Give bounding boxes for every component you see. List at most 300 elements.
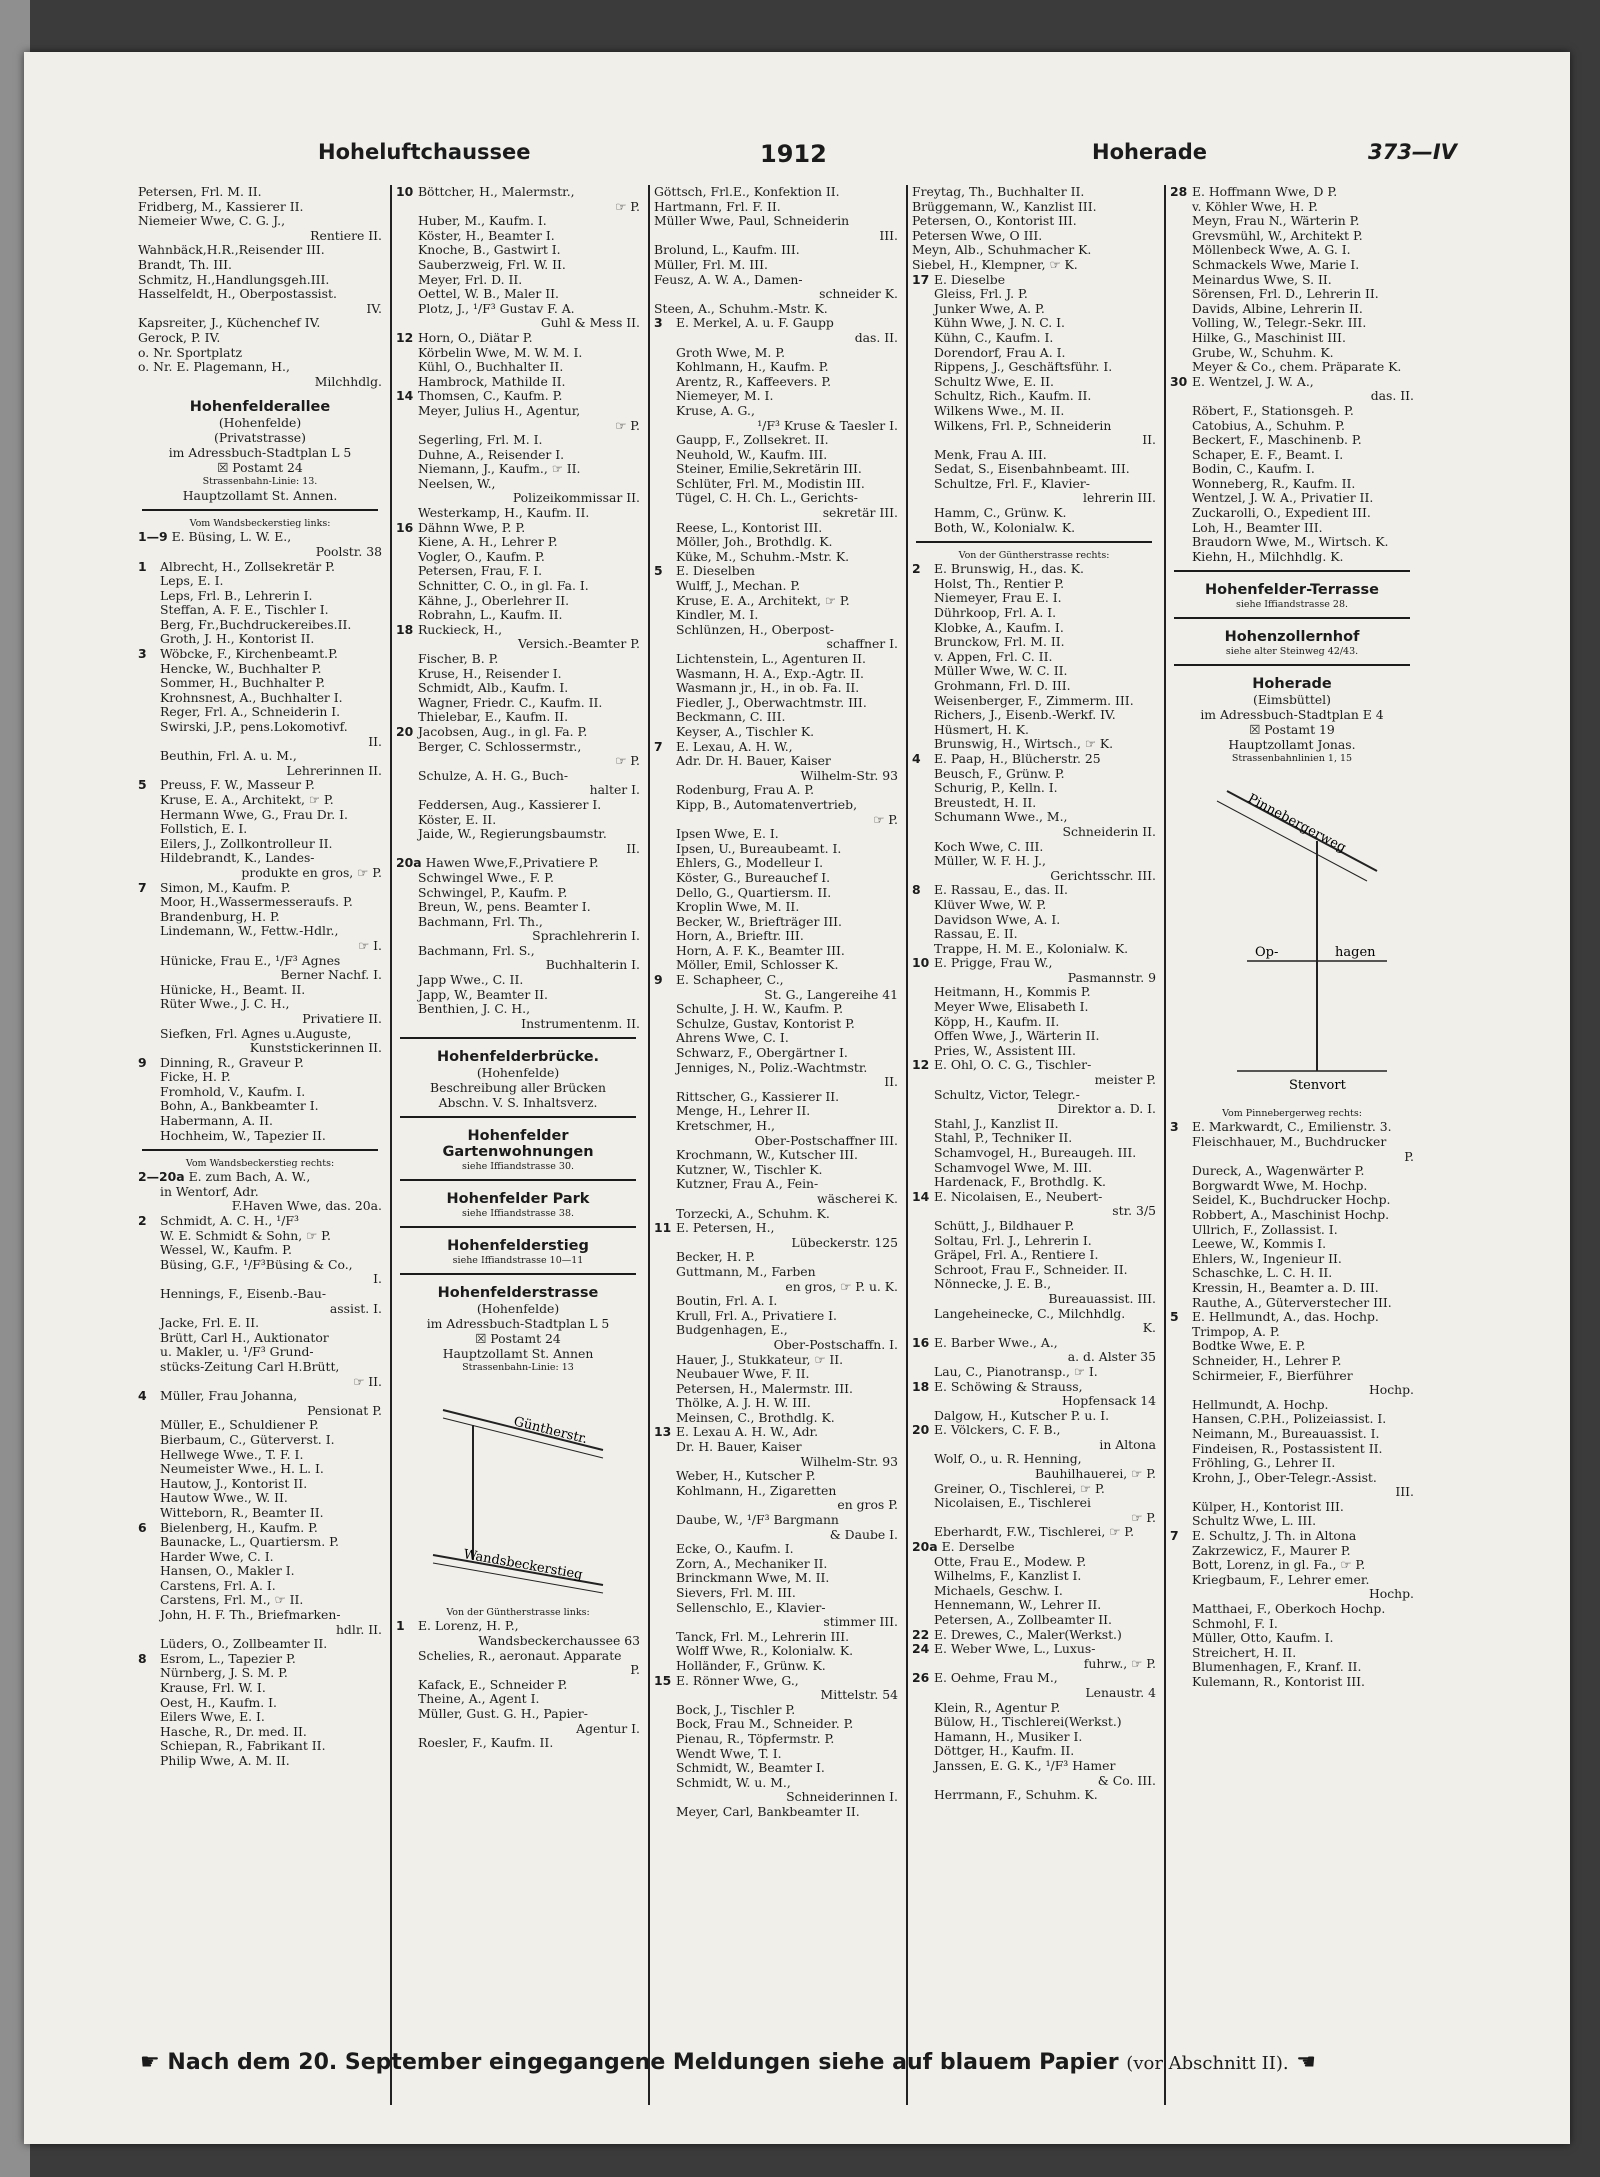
entry-text: Petersen, H., Malermstr. III.	[676, 1381, 853, 1396]
entry-text: E. Hoffmann Wwe, D P.	[1191, 185, 1338, 199]
directory-entry	[1170, 389, 1414, 404]
entry-text: Robbert, A., Maschinist Hochp.	[1192, 1208, 1390, 1222]
entry-text: Sievers, Frl. M. III.	[676, 1586, 796, 1600]
entry-text: Lindemann, W., Fettw.-Hdlr.,	[160, 924, 339, 939]
directory-entry	[138, 200, 382, 215]
entry-text: Hautow, J., Kontorist II.	[160, 1476, 308, 1491]
directory-entry	[396, 258, 640, 273]
entry-text: Pries, W., Assistent III.	[934, 1043, 1076, 1058]
entry-text: Hambrock, Mathilde II.	[418, 374, 566, 389]
entry-text: Holländer, F., Grünw. K.	[676, 1658, 826, 1673]
entry-text: Dührkoop, Frl. A. I.	[934, 606, 1057, 621]
directory-entry	[654, 550, 898, 565]
entry-text: Wilhelm-Str. 93	[800, 1454, 898, 1469]
directory-entry	[1170, 1223, 1414, 1238]
entry-text: Hermann Wwe, G., Frau Dr. I.	[160, 807, 348, 822]
directory-entry	[654, 229, 898, 244]
entry-text: Fischer, B. P.	[418, 652, 499, 666]
directory-entry	[654, 900, 898, 915]
entry-text: Kroplin Wwe, M. II.	[676, 900, 800, 915]
directory-entry	[396, 681, 640, 696]
entry-text: Trappe, H. M. E., Kolonialw. K.	[934, 941, 1129, 956]
directory-entry	[396, 944, 640, 959]
directory-entry	[138, 1681, 382, 1696]
entry-text: E. Brunswig, H., das. K.	[933, 562, 1084, 577]
directory-entry	[912, 1131, 1156, 1146]
directory-entry	[654, 287, 898, 302]
entry-text: Fiedler, J., Oberwachtmstr. III.	[676, 695, 867, 710]
street-info-line: im Adressbuch-Stadtplan E 4	[1200, 707, 1384, 723]
entry-text: E. Dieselbe	[933, 272, 1006, 287]
directory-entry	[654, 1761, 898, 1776]
directory-entry	[912, 752, 1156, 767]
directory-entry	[654, 1542, 898, 1557]
directory-entry	[1170, 229, 1414, 244]
directory-entry	[396, 273, 640, 288]
directory-entry	[654, 346, 898, 361]
entry-text: Feddersen, Aug., Kassierer I.	[418, 797, 602, 812]
entry-text: Ober-Postschaffner III.	[754, 1133, 898, 1148]
entry-text: K.	[1142, 1321, 1156, 1336]
directory-entry	[912, 869, 1156, 884]
entry-text: Müller, Gust. G. H., Papier-	[418, 1707, 588, 1721]
entry-text: Soltau, Frl. J., Lehrerin I.	[934, 1233, 1092, 1248]
directory-entry	[138, 1375, 382, 1390]
directory-entry	[138, 603, 382, 618]
directory-entry	[396, 915, 640, 930]
directory-entry	[138, 764, 382, 779]
directory-entry	[138, 676, 382, 691]
entry-text: Stahl, P., Techniker II.	[934, 1131, 1073, 1146]
entry-text: Schumann Wwe., M.,	[934, 810, 1068, 825]
entry-text: Leewe, W., Kommis I.	[1192, 1237, 1327, 1252]
directory-entry	[138, 618, 382, 633]
entry-text: Breustedt, H. II.	[934, 795, 1037, 810]
entry-text: Both, W., Kolonialw. K.	[934, 520, 1076, 535]
directory-entry	[396, 1017, 640, 1032]
entry-text: Bott, Lorenz, in gl. Fa., ☞ P.	[1192, 1558, 1366, 1573]
house-number: 9	[138, 1055, 147, 1070]
house-number: 30	[1170, 374, 1188, 389]
directory-entry	[396, 958, 640, 973]
entry-text: Steiner, Emilie,Sekretärin III.	[676, 462, 862, 477]
entry-text: Külper, H., Kontorist III.	[1192, 1499, 1344, 1514]
entry-text: Kruse, E. A., Architekt, ☞ P.	[676, 593, 850, 608]
directory-entry	[654, 915, 898, 930]
directory-entry	[654, 1163, 898, 1178]
directory-entry	[912, 1452, 1156, 1467]
directory-entry	[654, 389, 898, 404]
entry-text: Habermann, A. II.	[160, 1114, 273, 1129]
directory-entry	[912, 331, 1156, 346]
entry-text: Pensionat P.	[307, 1403, 382, 1418]
entry-text: Röbert, F., Stationsgeh. P.	[1192, 403, 1354, 418]
directory-entry	[396, 637, 640, 652]
entry-text: E. Weber Wwe, L., Luxus-	[933, 1642, 1096, 1657]
directory-entry	[396, 754, 640, 769]
entry-text: E. Merkel, A. u. F. Gaupp	[675, 316, 834, 331]
directory-entry	[912, 883, 1156, 898]
entry-text: Schultz Wwe, L. III.	[1192, 1514, 1317, 1529]
house-number: 1	[138, 559, 147, 574]
entry-text: Herrmann, F., Schuhm. K.	[934, 1788, 1098, 1803]
entry-text: Wilkens, Frl. P., Schneiderin	[934, 418, 1112, 433]
entry-text: Japp Wwe., C. II.	[418, 973, 524, 988]
entry-text: Hochheim, W., Tapezier II.	[160, 1128, 326, 1143]
entry-text: Hilke, G., Maschinist III.	[1192, 330, 1346, 345]
directory-entry	[912, 1015, 1156, 1030]
entry-text: Simon, M., Kaufm. P.	[159, 880, 291, 895]
directory-entry	[1170, 506, 1414, 521]
house-number: 10	[396, 185, 414, 199]
entry-text: Schlünzen, H., Oberpost-	[676, 622, 834, 637]
directory-entry	[1170, 1339, 1414, 1354]
entry-text: Meinsen, C., Brothdlg. K.	[676, 1410, 835, 1425]
entry-text: ☞ P.	[873, 812, 898, 827]
directory-entry	[138, 1579, 382, 1594]
entry-text: Milchhdlg.	[314, 374, 382, 389]
house-number: 18	[912, 1379, 930, 1394]
column-5	[1170, 185, 1414, 2105]
entry-text: Kapsreiter, J., Küchenchef IV.	[138, 316, 321, 331]
entry-text: a. d. Alster 35	[1067, 1350, 1156, 1365]
entry-text: in Wentorf, Adr.	[160, 1184, 259, 1199]
entry-text: Schultz, Rich., Kaufm. II.	[934, 389, 1092, 404]
directory-entry	[396, 973, 640, 988]
house-number: 5	[654, 564, 663, 579]
house-number: 16	[396, 520, 414, 535]
house-number: 9	[654, 973, 663, 988]
entry-text: Lichtenstein, L., Agenturen II.	[676, 652, 866, 666]
entry-text: Krohn, J., Ober-Telegr.-Assist.	[1192, 1470, 1377, 1485]
house-number: 1—9	[138, 530, 168, 545]
directory-entry	[912, 1292, 1156, 1307]
directory-entry	[654, 1061, 898, 1076]
entry-text: Kutzner, Frau A., Fein-	[676, 1177, 819, 1192]
directory-entry	[654, 462, 898, 477]
directory-entry	[1170, 287, 1414, 302]
directory-entry	[654, 1207, 898, 1222]
directory-entry	[138, 1593, 382, 1608]
entry-text: Privatiere II.	[302, 1011, 382, 1026]
entry-text: Janssen, E. G. K., ¹/F³ Hamer	[934, 1758, 1116, 1773]
entry-text: Versich.-Beamter P.	[518, 637, 640, 652]
entry-text: E. Völckers, C. F. B.,	[933, 1423, 1061, 1438]
entry-text: Ipsen, U., Bureaubeamt. I.	[676, 841, 842, 856]
entry-text: Schultz Wwe, E. II.	[934, 374, 1054, 389]
column-rule	[1164, 185, 1166, 2105]
entry-text: Theine, A., Agent I.	[418, 1692, 540, 1707]
directory-entry	[138, 1448, 382, 1463]
entry-text: Thielebar, E., Kaufm. II.	[418, 710, 569, 725]
footer-main: Nach dem 20. September eingegangene Meldungen siehe auf blauem Papier	[167, 2050, 1119, 2075]
entry-text: schaffner I.	[826, 637, 898, 652]
entry-text: & Co. III.	[1097, 1773, 1156, 1788]
entry-text: Petersen Wwe, O III.	[912, 228, 1043, 243]
entry-text: Wasmann jr., H., in ob. Fa. II.	[676, 681, 860, 696]
entry-text: Poolstr. 38	[315, 544, 382, 559]
house-number: 12	[912, 1058, 930, 1073]
entry-text: Gräpel, Frl. A., Rentiere I.	[934, 1248, 1099, 1263]
entry-text: Pasmannstr. 9	[1067, 970, 1156, 985]
entry-text: Gerichtsschr. III.	[1050, 868, 1156, 883]
directory-entry	[912, 708, 1156, 723]
street-heading: Hohenfelder Gartenwohnungen	[442, 1128, 594, 1161]
directory-entry	[654, 1411, 898, 1426]
entry-text: Carstens, Frl. M., ☞ II.	[160, 1593, 304, 1608]
section-rule	[1174, 570, 1410, 572]
entry-text: Petersen, O., Kontorist III.	[912, 214, 1077, 229]
entry-text: Kunststickerinnen II.	[249, 1041, 382, 1056]
directory-entry	[912, 825, 1156, 840]
entry-text: I.	[373, 1272, 382, 1287]
directory-entry	[138, 1433, 382, 1448]
directory-entry	[1170, 1631, 1414, 1646]
directory-entry	[912, 1701, 1156, 1716]
entry-text: Petersen, Frl. M. II.	[138, 185, 262, 199]
directory-entry	[1170, 1485, 1414, 1500]
directory-entry	[912, 1759, 1156, 1774]
directory-entry	[912, 506, 1156, 521]
entry-text: Benthien, J. C. H.,	[418, 1002, 531, 1017]
directory-entry	[912, 577, 1156, 592]
small-note: siehe Iffiandstrasse 10—11	[452, 1255, 584, 1267]
directory-entry	[654, 1075, 898, 1090]
entry-text: lehrerin III.	[1083, 491, 1156, 506]
entry-text: Meyer, Carl, Bankbeamter II.	[676, 1804, 860, 1819]
directory-entry	[396, 506, 640, 521]
directory-entry	[138, 360, 382, 375]
directory-entry	[138, 1521, 382, 1536]
directory-entry	[654, 594, 898, 609]
directory-entry	[912, 302, 1156, 317]
entry-text: ☞ P.	[615, 754, 640, 769]
entry-text: ☞ I.	[358, 938, 382, 953]
directory-entry	[912, 1277, 1156, 1292]
entry-text: Steffan, A. F. E., Tischler I.	[160, 603, 329, 618]
directory-entry	[396, 1736, 640, 1751]
entry-text: Jacobsen, Aug., in gl. Fa. P.	[417, 724, 588, 739]
directory-entry	[396, 813, 640, 828]
entry-text: ☞ II.	[353, 1374, 382, 1389]
directory-entry	[396, 564, 640, 579]
house-number: 26	[912, 1671, 930, 1686]
section-rule	[142, 509, 378, 511]
directory-entry	[396, 710, 640, 725]
directory-entry	[396, 769, 640, 784]
directory-entry	[912, 1175, 1156, 1190]
directory-entry	[912, 796, 1156, 811]
directory-entry	[912, 1657, 1156, 1672]
street-heading: Hohenfelder Park	[446, 1191, 590, 1208]
directory-entry	[912, 767, 1156, 782]
directory-entry	[654, 1265, 898, 1280]
entry-text: II.	[368, 734, 382, 749]
entry-text: Hildebrandt, K., Landes-	[160, 851, 315, 866]
directory-entry	[912, 927, 1156, 942]
directory-entry	[138, 1608, 382, 1623]
entry-text: Neelsen, W.,	[418, 476, 496, 491]
directory-entry	[138, 1462, 382, 1477]
entry-text: II.	[1142, 433, 1156, 448]
entry-text: Nürnberg, J. S. M. P.	[160, 1666, 288, 1681]
entry-text: stücks-Zeitung Carl H.Brütt,	[160, 1359, 340, 1374]
entry-text: Moor, H.,Wassermesseraufs. P.	[160, 895, 353, 910]
entry-text: Huber, M., Kaufm. I.	[418, 214, 547, 229]
directory-entry	[138, 545, 382, 560]
directory-entry	[912, 1146, 1156, 1161]
entry-text: Lehrerinnen II.	[286, 763, 382, 778]
directory-entry	[912, 694, 1156, 709]
entry-text: Schneider, H., Lehrer P.	[1192, 1353, 1342, 1368]
entry-text: Guhl & Mess II.	[540, 316, 640, 331]
entry-text: Schulte, J. H. W., Kaufm. P.	[676, 1002, 844, 1017]
directory-entry	[912, 1161, 1156, 1176]
entry-text: Sedat, S., Eisenbahnbeamt. III.	[934, 462, 1130, 477]
pointing-hand-icon: ☚	[1296, 2050, 1316, 2075]
directory-entry	[396, 1678, 640, 1693]
directory-entry	[138, 837, 382, 852]
directory-entry	[912, 1219, 1156, 1234]
directory-entry	[654, 433, 898, 448]
directory-entry	[396, 1692, 640, 1707]
entry-text: Döttger, H., Kaufm. II.	[934, 1744, 1075, 1759]
directory-entry	[138, 1027, 382, 1042]
entry-text: Meyer, Frl. D. II.	[418, 272, 523, 287]
directory-entry	[912, 781, 1156, 796]
entry-text: Kühl, O., Buchhalter II.	[418, 360, 564, 375]
directory-entry	[1170, 1281, 1414, 1296]
entry-text: Müller, E., Schuldiener P.	[160, 1418, 319, 1433]
entry-text: E. Drewes, C., Maler(Werkst.)	[933, 1627, 1122, 1642]
entry-text: Müller Wwe, Paul, Schneiderin	[654, 214, 850, 229]
entry-text: Kafack, E., Schneider P.	[418, 1677, 568, 1692]
street-heading: Hohenzollernhof	[1224, 629, 1360, 646]
directory-entry	[912, 1088, 1156, 1103]
house-number: 24	[912, 1642, 930, 1657]
directory-entry	[654, 681, 898, 696]
directory-entry	[396, 535, 640, 550]
directory-entry	[654, 1674, 898, 1689]
entry-text: Roesler, F., Kaufm. II.	[418, 1736, 554, 1751]
house-number: 11	[654, 1221, 672, 1236]
directory-entry	[654, 214, 898, 229]
entry-text: Sprachlehrerin I.	[532, 929, 640, 944]
entry-text: Ahrens Wwe, C. I.	[676, 1031, 789, 1046]
directory-entry	[396, 462, 640, 477]
directory-entry	[396, 302, 640, 317]
entry-text: Hasselfeldt, H., Oberpostassist.	[138, 287, 337, 302]
directory-entry	[138, 749, 382, 764]
entry-text: Budgenhagen, E.,	[676, 1323, 788, 1338]
entry-text: Loh, H., Beamter III.	[1192, 520, 1323, 535]
entry-text: Kähne, J., Oberlehrer II.	[418, 593, 570, 608]
directory-entry	[1170, 1456, 1414, 1471]
entry-text: Köster, H., Beamter I.	[418, 228, 555, 243]
directory-entry	[396, 1722, 640, 1737]
directory-entry	[138, 691, 382, 706]
entry-text: E. Oehme, Frau M.,	[933, 1671, 1058, 1686]
directory-entry	[654, 1002, 898, 1017]
entry-text: Michaels, Geschw. I.	[934, 1583, 1063, 1598]
entry-text: Krohnsnest, A., Buchhalter I.	[160, 690, 343, 705]
directory-entry	[138, 287, 382, 302]
directory-entry	[654, 813, 898, 828]
entry-text: E. Ohl, O. C. G., Tischler-	[933, 1058, 1092, 1073]
column-3	[654, 185, 898, 2105]
directory-entry	[138, 229, 382, 244]
entry-text: E. Schapheer, C.,	[675, 973, 784, 988]
directory-entry	[654, 491, 898, 506]
entry-text: en gros, ☞ P. u. K.	[785, 1279, 898, 1294]
entry-text: Wonneberg, R., Kaufm. II.	[1192, 476, 1356, 491]
entry-text: Horn, O., Diätar P.	[417, 330, 533, 345]
entry-text: Wilhelm-Str. 93	[800, 768, 898, 783]
entry-text: Müller Wwe, W. C. II.	[934, 664, 1068, 679]
street-heading: Hohenfelderbrücke.	[436, 1049, 600, 1066]
directory-entry	[654, 1250, 898, 1265]
directory-entry	[654, 1309, 898, 1324]
entry-text: Schaper, E. F., Beamt. I.	[1192, 447, 1344, 462]
entry-text: Niemeyer, M. I.	[676, 389, 774, 404]
directory-entry	[912, 229, 1156, 244]
directory-entry	[1170, 1193, 1414, 1208]
directory-entry	[912, 287, 1156, 302]
small-note: Vom Wandsbeckerstieg rechts:	[185, 1158, 335, 1170]
entry-text: Schmidt, Alb., Kaufm. I.	[418, 681, 569, 696]
entry-text: Lüders, O., Zollbeamter II.	[160, 1637, 328, 1652]
directory-entry	[138, 258, 382, 273]
directory-entry	[396, 725, 640, 740]
entry-text: Jacke, Frl. E. II.	[160, 1316, 260, 1331]
section-rule	[1174, 617, 1410, 619]
directory-entry	[138, 1564, 382, 1579]
entry-text: E. Hellmundt, A., das. Hochp.	[1191, 1310, 1379, 1325]
directory-entry	[138, 662, 382, 677]
directory-entry	[912, 1555, 1156, 1570]
directory-entry	[138, 1170, 382, 1185]
entry-text: Kutzner, W., Tischler K.	[676, 1162, 823, 1177]
entry-text: Grohmann, Frl. D. III.	[934, 679, 1071, 693]
entry-text: Hawen Wwe,F.,Privatiere P.	[425, 856, 599, 871]
entry-text: Beuthin, Frl. A. u. M.,	[160, 749, 297, 764]
entry-text: Westerkamp, H., Kaufm. II.	[418, 506, 590, 521]
entry-text: Steen, A., Schuhm.-Mstr. K.	[654, 301, 828, 316]
entry-text: Bauhilhauerei, ☞ P.	[1035, 1467, 1156, 1482]
directory-entry	[912, 650, 1156, 665]
entry-text: Polizeikommissar II.	[512, 491, 640, 506]
entry-text: Eilers Wwe, E. I.	[160, 1710, 265, 1725]
entry-text: Jaide, W., Regierungsbaumstr.	[418, 827, 607, 842]
directory-entry	[654, 258, 898, 273]
entry-text: Thölke, A. J. H. W. III.	[676, 1396, 811, 1411]
directory-entry	[138, 1229, 382, 1244]
directory-entry	[1170, 346, 1414, 361]
directory-entry	[138, 1652, 382, 1667]
entry-text: str. 3/5	[1112, 1204, 1156, 1219]
directory-entry	[654, 1221, 898, 1236]
directory-entry	[138, 1099, 382, 1114]
entry-text: Esrom, L., Tapezier P.	[159, 1651, 296, 1666]
directory-entry	[654, 1119, 898, 1134]
directory-entry	[654, 1776, 898, 1791]
directory-entry	[654, 360, 898, 375]
directory-entry	[396, 929, 640, 944]
directory-entry	[654, 637, 898, 652]
entry-text: Witteborn, R., Beamter II.	[160, 1505, 324, 1520]
directory-entry	[654, 1455, 898, 1470]
entry-text: Meyn, Alb., Schuhmacher K.	[912, 243, 1092, 258]
